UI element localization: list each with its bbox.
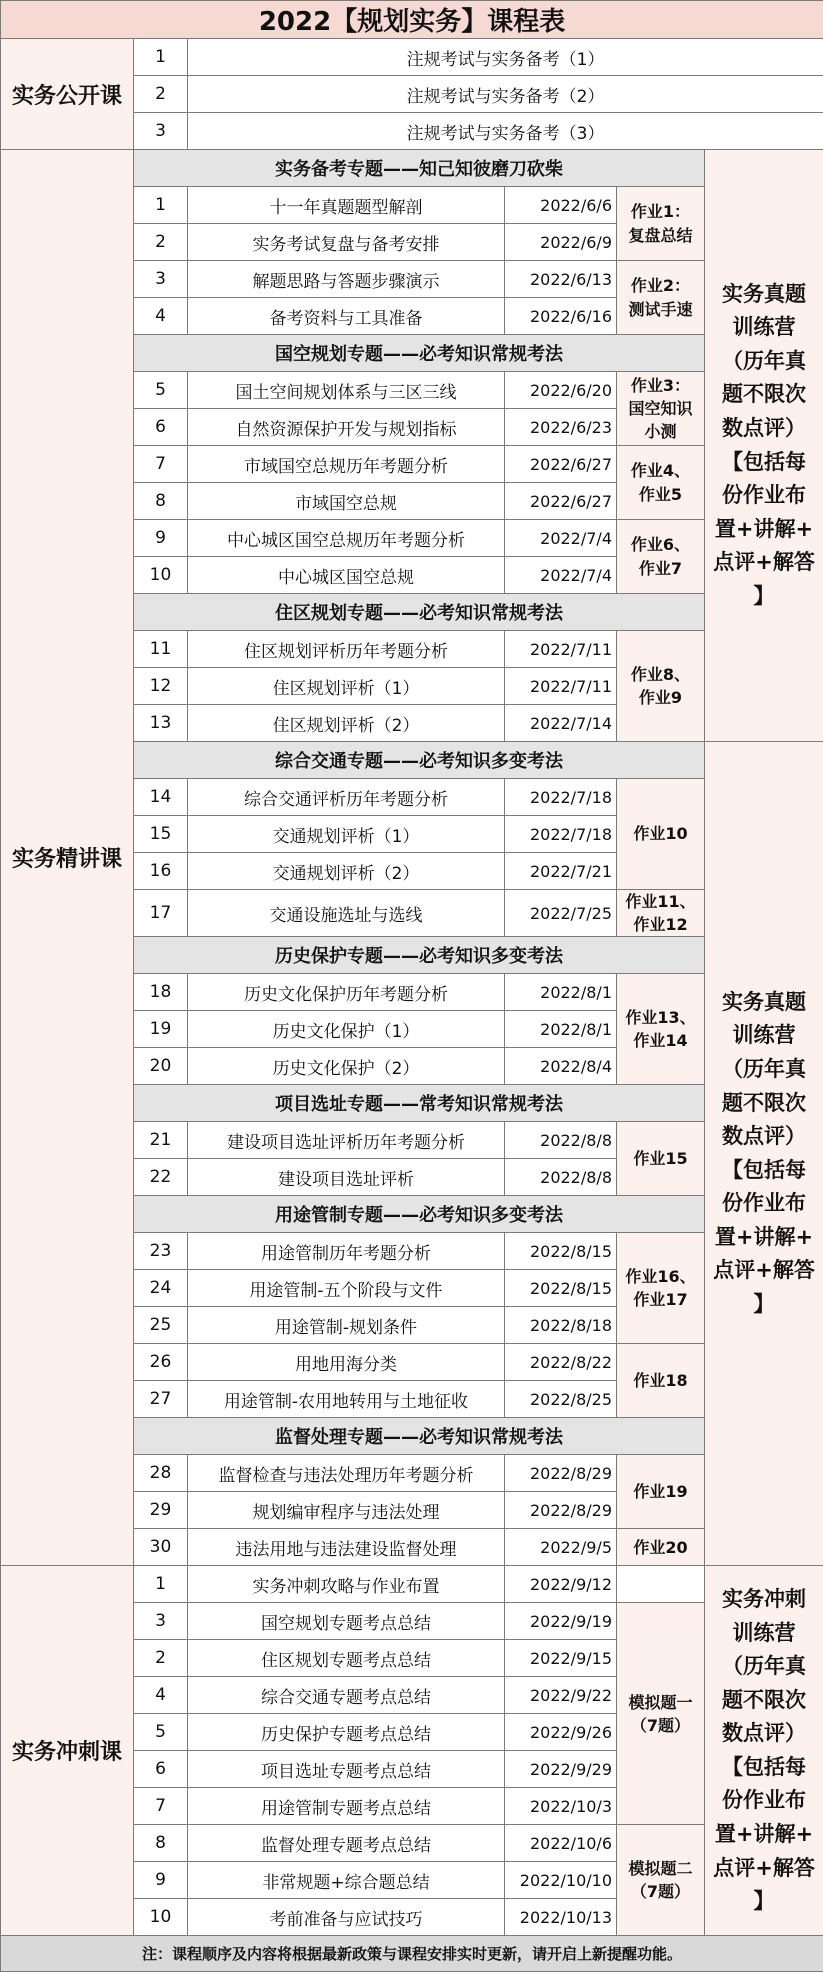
mock-label: 模拟题一 (628, 1693, 692, 1712)
lesson-topic: 住区规划评析（2） (188, 705, 505, 742)
homework-cell (617, 1455, 705, 1529)
homework-cell (617, 446, 705, 520)
mock-label: （7题） (631, 1882, 690, 1901)
lesson-number: 20 (134, 1048, 188, 1085)
homework-cell (617, 520, 705, 594)
lesson-number: 23 (134, 1233, 188, 1270)
homework-label: 小测 (644, 422, 676, 441)
homework-label: 复盘总结 (628, 226, 692, 245)
section-header: 综合交通专题——必考知识多变考法 (134, 742, 705, 779)
module-label-sprint: 实务冲刺课 (1, 1566, 134, 1936)
footnote: 注：课程顺序及内容将根据最新政策与课程安排实时更新，请开启上新提醒功能。 (1, 1936, 823, 1972)
lesson-number: 8 (134, 483, 188, 520)
lesson-date: 2022/10/6 (505, 1825, 617, 1862)
lesson-number: 9 (134, 1862, 188, 1899)
homework-label: 作业13、 (625, 1008, 695, 1027)
lesson-date: 2022/8/15 (505, 1233, 617, 1270)
lesson-number: 26 (134, 1344, 188, 1381)
camp-label: 实务真题 (722, 282, 806, 306)
camp-label: 数点评） (722, 1124, 806, 1148)
lesson-date: 2022/8/22 (505, 1344, 617, 1381)
homework-cell (617, 1344, 705, 1418)
lesson-topic: 中心城区国空总规历年考题分析 (188, 520, 505, 557)
camp-label: 数点评） (722, 416, 806, 440)
lesson-topic: 考前准备与应试技巧 (188, 1899, 505, 1936)
lesson-topic: 项目选址专题考点总结 (188, 1751, 505, 1788)
lesson-topic: 历史文化保护（2） (188, 1048, 505, 1085)
homework-cell (617, 890, 705, 937)
lesson-date: 2022/9/26 (505, 1714, 617, 1751)
lesson-number: 13 (134, 705, 188, 742)
lesson-number: 10 (134, 557, 188, 594)
lesson-topic: 历史保护专题考点总结 (188, 1714, 505, 1751)
camp-label: 【包括每 (722, 1158, 806, 1182)
lesson-number: 27 (134, 1381, 188, 1418)
camp-label: 题不限次 (722, 1091, 806, 1115)
lesson-number: 3 (134, 1603, 188, 1640)
lesson-date: 2022/9/19 (505, 1603, 617, 1640)
homework-cell (617, 372, 705, 446)
lesson-topic: 综合交通专题考点总结 (188, 1677, 505, 1714)
camp-label: 训练营 (733, 315, 796, 339)
lesson-number: 3 (134, 261, 188, 298)
lesson-number: 3 (134, 113, 188, 150)
camp-label: 】 (754, 1889, 775, 1913)
camp-label: 数点评） (722, 1721, 806, 1745)
lesson-date: 2022/6/23 (505, 409, 617, 446)
lesson-date: 2022/8/18 (505, 1307, 617, 1344)
lesson-date: 2022/9/5 (505, 1529, 617, 1566)
lesson-number: 16 (134, 853, 188, 890)
lesson-date: 2022/8/4 (505, 1048, 617, 1085)
lesson-topic: 中心城区国空总规 (188, 557, 505, 594)
lesson-date: 2022/7/4 (505, 557, 617, 594)
lesson-date: 2022/8/29 (505, 1492, 617, 1529)
camp-label: 训练营 (733, 1621, 796, 1645)
lesson-number: 22 (134, 1159, 188, 1196)
lesson-number: 7 (134, 446, 188, 483)
lesson-topic: 规划编审程序与违法处理 (188, 1492, 505, 1529)
lesson-topic: 备考资料与工具准备 (188, 298, 505, 335)
lesson-number: 2 (134, 1640, 188, 1677)
homework-cell (617, 261, 705, 335)
lesson-topic: 用途管制-规划条件 (188, 1307, 505, 1344)
camp-label: 置+讲解+ (715, 1822, 813, 1846)
lesson-date: 2022/7/4 (505, 520, 617, 557)
section-header: 国空规划专题——必考知识常规考法 (134, 335, 705, 372)
homework-label: 作业6、 (631, 535, 690, 554)
lesson-date: 2022/8/8 (505, 1159, 617, 1196)
lesson-number: 18 (134, 974, 188, 1011)
lesson-date: 2022/7/21 (505, 853, 617, 890)
section-header: 监督处理专题——必考知识常规考法 (134, 1418, 705, 1455)
homework-label: 作业11、 (625, 892, 695, 911)
lesson-topic: 历史文化保护（1） (188, 1011, 505, 1048)
homework-label: 国空知识 (628, 399, 692, 418)
lesson-topic: 住区规划评析（1） (188, 668, 505, 705)
camp-label: 】 (754, 1292, 775, 1316)
camp-label: 实务真题 (722, 990, 806, 1014)
lesson-number: 19 (134, 1011, 188, 1048)
lesson-topic: 违法用地与违法建设监督处理 (188, 1529, 505, 1566)
lesson-number: 14 (134, 779, 188, 816)
lesson-topic: 用途管制历年考题分析 (188, 1233, 505, 1270)
camp-label: 置+讲解+ (715, 1225, 813, 1249)
camp-label: （历年真 (722, 1057, 806, 1081)
lesson-number: 1 (134, 1566, 188, 1603)
homework-label: 作业15 (633, 1149, 687, 1168)
homework-label: 作业12 (633, 915, 687, 934)
lesson-topic: 用途管制-农用地转用与土地征收 (188, 1381, 505, 1418)
lesson-topic: 交通规划评析（1） (188, 816, 505, 853)
lesson-date: 2022/7/18 (505, 816, 617, 853)
lesson-number: 11 (134, 631, 188, 668)
homework-label: 作业14 (633, 1031, 687, 1050)
camp-label: 点评+解答 (713, 1258, 815, 1282)
lesson-topic: 十一年真题题型解剖 (188, 187, 505, 224)
lesson-topic: 国土空间规划体系与三区三线 (188, 372, 505, 409)
homework-label: 作业10 (633, 824, 687, 843)
lesson-topic: 综合交通评析历年考题分析 (188, 779, 505, 816)
lesson-number: 5 (134, 372, 188, 409)
homework-cell (617, 779, 705, 890)
mock-label: （7题） (631, 1716, 690, 1735)
lesson-topic: 注规考试与实务备考（3） (188, 113, 823, 150)
homework-label: 作业1： (631, 202, 690, 221)
homework-label: 作业7 (639, 559, 682, 578)
lesson-number: 6 (134, 409, 188, 446)
camp-label: 题不限次 (722, 382, 806, 406)
section-header: 历史保护专题——必考知识多变考法 (134, 937, 705, 974)
homework-cell (617, 974, 705, 1085)
homework-cell (617, 187, 705, 261)
homework-label: 作业4、 (631, 461, 690, 480)
lesson-topic: 用途管制-五个阶段与文件 (188, 1270, 505, 1307)
camp-label: （历年真 (722, 1654, 806, 1678)
camp-label: 置+讲解+ (715, 517, 813, 541)
homework-cell (617, 1529, 705, 1566)
homework-label: 作业16、 (625, 1267, 695, 1286)
lesson-topic: 住区规划专题考点总结 (188, 1640, 505, 1677)
camp-label: 份作业布 (722, 483, 806, 507)
lesson-date: 2022/10/3 (505, 1788, 617, 1825)
lesson-number: 6 (134, 1751, 188, 1788)
homework-label: 作业19 (633, 1482, 687, 1501)
lesson-date: 2022/8/25 (505, 1381, 617, 1418)
homework-cell (617, 1122, 705, 1196)
homework-label: 作业20 (633, 1538, 687, 1557)
lesson-date: 2022/7/14 (505, 705, 617, 742)
homework-cell (617, 1233, 705, 1344)
lesson-date: 2022/7/11 (505, 631, 617, 668)
lesson-topic: 解题思路与答题步骤演示 (188, 261, 505, 298)
lesson-number: 7 (134, 1788, 188, 1825)
page-title: 2022【规划实务】课程表 (1, 1, 823, 39)
lesson-number: 2 (134, 224, 188, 261)
homework-cell (617, 631, 705, 742)
training-camp-cell (705, 742, 823, 1566)
lesson-topic: 监督处理专题考点总结 (188, 1825, 505, 1862)
camp-label: 份作业布 (722, 1191, 806, 1215)
lesson-number: 28 (134, 1455, 188, 1492)
lesson-topic: 非常规题+综合题总结 (188, 1862, 505, 1899)
lesson-number: 25 (134, 1307, 188, 1344)
lesson-topic: 监督检查与违法处理历年考题分析 (188, 1455, 505, 1492)
mock-label: 模拟题二 (628, 1859, 692, 1878)
lesson-date: 2022/8/15 (505, 1270, 617, 1307)
lesson-topic: 历史文化保护历年考题分析 (188, 974, 505, 1011)
lesson-topic: 用途管制专题考点总结 (188, 1788, 505, 1825)
lesson-number: 30 (134, 1529, 188, 1566)
lesson-topic: 注规考试与实务备考（2） (188, 76, 823, 113)
lesson-topic: 建设项目选址评析 (188, 1159, 505, 1196)
homework-label: 作业18 (633, 1371, 687, 1390)
lesson-number: 2 (134, 76, 188, 113)
lesson-topic: 交通规划评析（2） (188, 853, 505, 890)
lesson-topic: 市域国空总规 (188, 483, 505, 520)
lesson-date: 2022/6/16 (505, 298, 617, 335)
section-header: 实务备考专题——知己知彼磨刀砍柴 (134, 150, 705, 187)
lesson-date: 2022/6/20 (505, 372, 617, 409)
lesson-date: 2022/6/6 (505, 187, 617, 224)
mock-exam-cell (617, 1825, 705, 1936)
homework-label: 作业2： (631, 276, 690, 295)
lesson-date: 2022/9/12 (505, 1566, 617, 1603)
lesson-number: 12 (134, 668, 188, 705)
lesson-number: 29 (134, 1492, 188, 1529)
section-header: 用途管制专题——必考知识多变考法 (134, 1196, 705, 1233)
lesson-number: 5 (134, 1714, 188, 1751)
lesson-date: 2022/10/10 (505, 1862, 617, 1899)
homework-label: 作业8、 (631, 665, 690, 684)
camp-label: 】 (754, 584, 775, 608)
lesson-number: 24 (134, 1270, 188, 1307)
lesson-date: 2022/9/29 (505, 1751, 617, 1788)
lesson-date: 2022/6/27 (505, 483, 617, 520)
section-header: 项目选址专题——常考知识常规考法 (134, 1085, 705, 1122)
lesson-date: 2022/7/18 (505, 779, 617, 816)
lesson-topic: 国空规划专题考点总结 (188, 1603, 505, 1640)
lesson-number: 21 (134, 1122, 188, 1159)
lesson-topic: 实务冲刺攻略与作业布置 (188, 1566, 505, 1603)
lesson-date: 2022/7/11 (505, 668, 617, 705)
training-camp-cell (705, 150, 823, 742)
lesson-topic: 建设项目选址评析历年考题分析 (188, 1122, 505, 1159)
mock-exam-cell (617, 1603, 705, 1825)
lesson-date: 2022/6/13 (505, 261, 617, 298)
module-label-public: 实务公开课 (1, 39, 134, 150)
lesson-date: 2022/8/29 (505, 1455, 617, 1492)
module-label-intensive: 实务精讲课 (1, 150, 134, 1566)
camp-label: （历年真 (722, 349, 806, 373)
lesson-date: 2022/10/13 (505, 1899, 617, 1936)
lesson-number: 10 (134, 1899, 188, 1936)
lesson-number: 4 (134, 298, 188, 335)
camp-label: 训练营 (733, 1023, 796, 1047)
camp-label: 【包括每 (722, 450, 806, 474)
section-header: 住区规划专题——必考知识常规考法 (134, 594, 705, 631)
lesson-number: 17 (134, 890, 188, 937)
lesson-number: 1 (134, 187, 188, 224)
lesson-date: 2022/9/22 (505, 1677, 617, 1714)
blank-cell (617, 1566, 705, 1603)
lesson-date: 2022/8/1 (505, 1011, 617, 1048)
lesson-topic: 市域国空总规历年考题分析 (188, 446, 505, 483)
lesson-number: 8 (134, 1825, 188, 1862)
lesson-date: 2022/8/1 (505, 974, 617, 1011)
lesson-topic: 用地用海分类 (188, 1344, 505, 1381)
lesson-topic: 注规考试与实务备考（1） (188, 39, 823, 76)
lesson-number: 1 (134, 39, 188, 76)
lesson-date: 2022/6/9 (505, 224, 617, 261)
lesson-topic: 住区规划评析历年考题分析 (188, 631, 505, 668)
camp-label: 【包括每 (722, 1755, 806, 1779)
lesson-number: 15 (134, 816, 188, 853)
lesson-date: 2022/7/25 (505, 890, 617, 937)
homework-label: 作业17 (633, 1290, 687, 1309)
camp-label: 点评+解答 (713, 1856, 815, 1880)
camp-label: 实务冲刺 (722, 1587, 806, 1611)
lesson-topic: 交通设施选址与选线 (188, 890, 505, 937)
lesson-number: 9 (134, 520, 188, 557)
sprint-camp-cell (705, 1566, 823, 1936)
homework-label: 作业5 (639, 485, 682, 504)
homework-label: 测试手速 (628, 300, 692, 319)
homework-label: 作业9 (639, 688, 682, 707)
lesson-date: 2022/8/8 (505, 1122, 617, 1159)
lesson-date: 2022/9/15 (505, 1640, 617, 1677)
lesson-number: 4 (134, 1677, 188, 1714)
lesson-date: 2022/6/27 (505, 446, 617, 483)
lesson-topic: 实务考试复盘与备考安排 (188, 224, 505, 261)
homework-label: 作业3： (631, 376, 690, 395)
lesson-topic: 自然资源保护开发与规划指标 (188, 409, 505, 446)
camp-label: 份作业布 (722, 1788, 806, 1812)
camp-label: 题不限次 (722, 1688, 806, 1712)
camp-label: 点评+解答 (713, 550, 815, 574)
